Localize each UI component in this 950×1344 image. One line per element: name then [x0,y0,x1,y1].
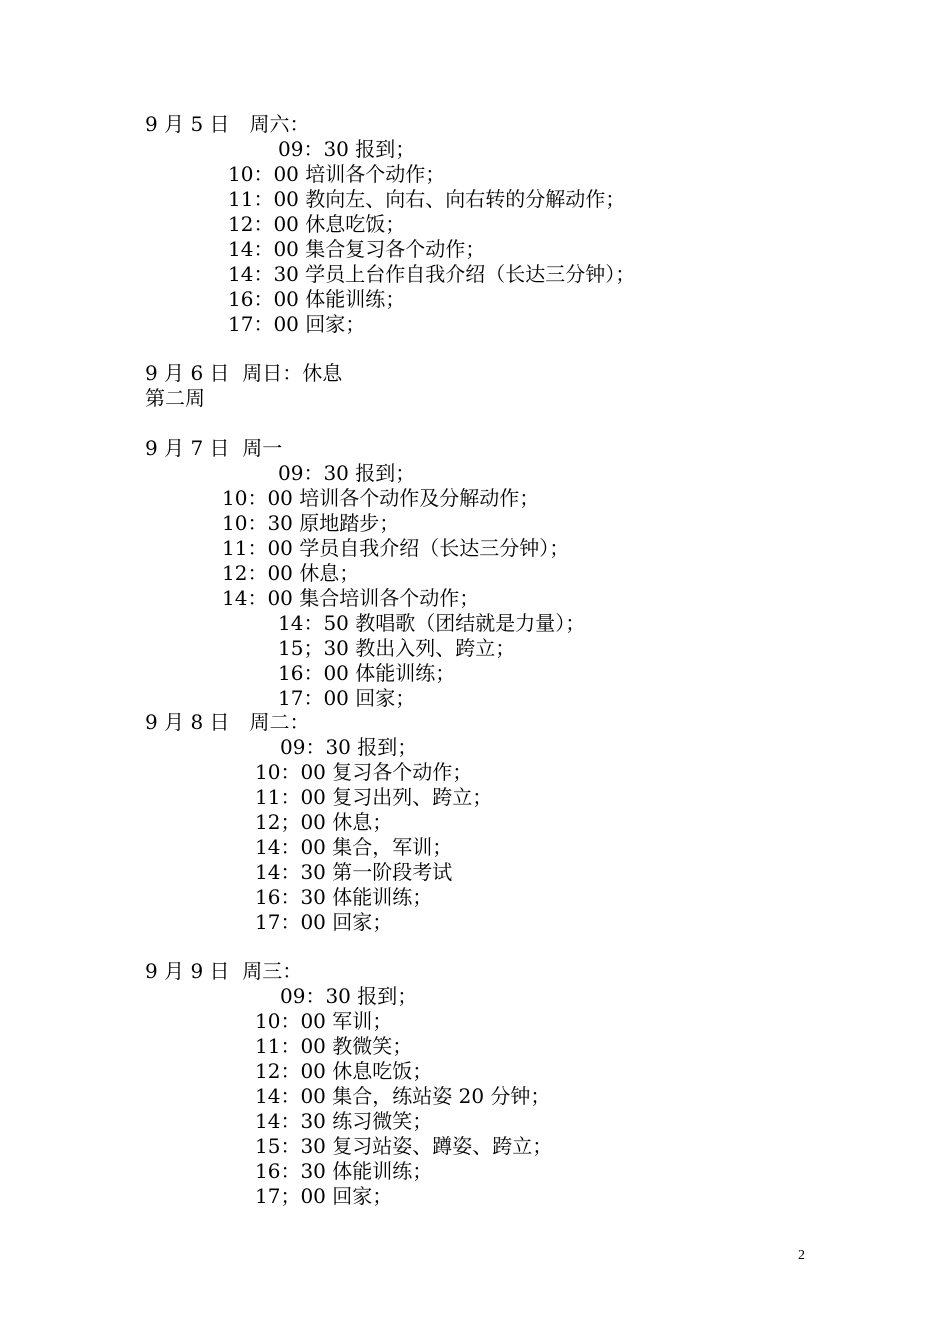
day-heading: 9 月 7 日 周一 [145,436,283,460]
schedule-entry: 14：00 集合复习各个动作； [228,237,486,261]
schedule-entry: 16：30 体能训练； [255,885,433,909]
schedule-entry: 14：30 学员上台作自我介绍（长达三分钟）； [228,262,636,286]
schedule-entry: 09：30 报到； [280,735,418,759]
schedule-entry: 14：50 教唱歌（团结就是力量）； [278,611,586,635]
schedule-entry: 14：00 集合，军训； [255,835,453,859]
schedule-entry: 10：00 培训各个动作及分解动作； [222,486,540,510]
schedule-entry: 17；00 回家； [255,1184,393,1208]
schedule-entry: 12：00 休息吃饭； [255,1059,433,1083]
day-heading: 9 月 9 日 周三： [145,959,303,983]
schedule-entry: 14：00 集合，练站姿 20 分钟； [255,1084,551,1108]
schedule-entry: 11：00 教微笑； [255,1034,413,1058]
schedule-entry: 15：30 复习站姿、蹲姿、跨立； [255,1134,553,1158]
schedule-entry: 09：30 报到； [278,137,416,161]
schedule-entry: 09：30 报到； [278,461,416,485]
schedule-entry: 14：30 第一阶段考试 [255,860,453,884]
schedule-entry: 17：00 回家； [228,312,366,336]
day-heading: 9 月 6 日 周日：休息 [145,361,343,385]
schedule-entry: 10：00 军训； [255,1009,393,1033]
schedule-entry: 14：00 集合培训各个动作； [222,586,480,610]
schedule-entry: 11：00 学员自我介绍（长达三分钟）； [222,536,570,560]
schedule-entry: 10：00 复习各个动作； [255,760,473,784]
schedule-entry: 11：00 教向左、向右、向右转的分解动作； [228,187,626,211]
schedule-entry: 17：00 回家； [278,686,416,710]
schedule-entry: 10：30 原地踏步； [222,511,400,535]
day-heading: 9 月 8 日 周二： [145,710,310,734]
schedule-entry: 11：00 复习出列、跨立； [255,785,493,809]
schedule-entry: 09：30 报到； [280,984,418,1008]
schedule-entry: 16：00 体能训练； [278,661,456,685]
schedule-entry: 15；30 教出入列、跨立； [278,636,516,660]
week-heading: 第二周 [145,386,205,410]
schedule-entry: 17：00 回家； [255,910,393,934]
schedule-entry: 14：30 练习微笑； [255,1109,433,1133]
schedule-entry: 16：00 体能训练； [228,287,406,311]
schedule-entry: 12：00 休息； [222,561,360,585]
schedule-entry: 12；00 休息； [255,810,393,834]
schedule-entry: 12：00 休息吃饭； [228,212,406,236]
schedule-entry: 16：30 体能训练； [255,1159,433,1183]
page-number: 2 [798,1248,805,1263]
schedule-entry: 10：00 培训各个动作； [228,162,446,186]
day-heading: 9 月 5 日 周六： [145,112,310,136]
